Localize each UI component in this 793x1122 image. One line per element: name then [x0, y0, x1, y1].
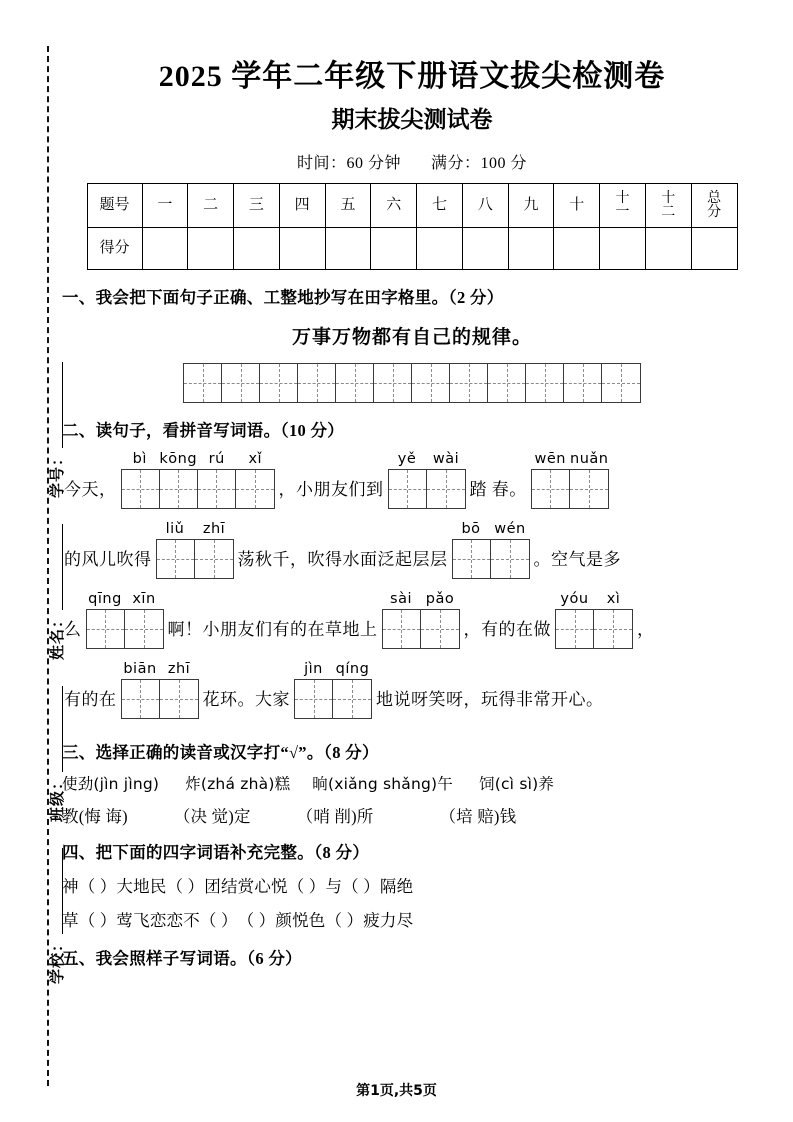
s4-item-2[interactable]: 民（ ）团结	[149, 877, 238, 897]
s2-l2-t0: 的风儿吹得	[64, 550, 152, 570]
section-three-line-2	[62, 803, 762, 827]
score-table-row-label-2: 得分	[87, 228, 142, 270]
field-student-id-label: 学号：	[49, 449, 66, 498]
pinyin-syllable: wén	[494, 520, 526, 537]
score-col-12-bottom: 二	[661, 204, 676, 220]
score-col-11-bottom: 一	[615, 204, 630, 220]
section-one-grid-row	[62, 363, 762, 403]
score-col-8: 八	[462, 184, 508, 228]
score-col-11	[600, 184, 646, 228]
pinyin-syllable: xǐ	[248, 450, 263, 467]
tianzige-cell[interactable]	[260, 364, 298, 402]
tianzige-cell[interactable]	[87, 610, 125, 648]
tianzige-cell[interactable]	[298, 364, 336, 402]
s3-item-2[interactable]: 炸(zhá zhà)糕	[185, 775, 291, 794]
score-cell-2[interactable]	[188, 228, 234, 270]
s4-item-4[interactable]: 与（ ）隔绝	[325, 877, 414, 897]
tianzige-cell[interactable]	[602, 364, 640, 402]
tianzige-cell[interactable]	[532, 470, 570, 508]
s2-l4-t0: 有的在	[64, 690, 117, 710]
answer-tianzige-grid[interactable]	[531, 469, 609, 509]
answer-tianzige-grid[interactable]	[121, 469, 275, 509]
score-cell-10[interactable]	[554, 228, 600, 270]
s2-l4-t1: 花环。大家	[202, 690, 290, 710]
tianzige-cell[interactable]	[198, 470, 236, 508]
field-school-label: 学校：	[49, 936, 66, 985]
section-five	[62, 945, 762, 969]
page-subtitle: 期末拔尖测试卷	[331, 107, 493, 132]
answer-tianzige-grid[interactable]	[388, 469, 466, 509]
s2-l3-answer-1[interactable]	[86, 590, 164, 649]
pinyin-label	[531, 452, 609, 467]
pinyin-syllable: biān	[123, 660, 157, 677]
section-two	[62, 417, 762, 721]
s2-l3-t3: ，	[637, 620, 655, 640]
score-col-12-top: 十	[661, 190, 676, 206]
section-four-line-1	[62, 873, 762, 897]
s3-item-7[interactable]: （哨 削)所	[296, 807, 374, 827]
section-three-line-1	[62, 772, 762, 794]
tianzige-cell[interactable]	[122, 680, 160, 718]
s2-l3-t1: 啊！小朋友们有的在草地上	[167, 620, 378, 640]
tianzige-cell[interactable]	[526, 364, 564, 402]
s3-item-4[interactable]: 饲(cì sì)养	[479, 775, 555, 794]
pinyin-syllable: nuǎn	[570, 450, 609, 467]
s3-item-1[interactable]: 使劲(jìn jìng)	[62, 775, 160, 794]
section-four-line-2	[62, 907, 762, 931]
pinyin-syllable: bō	[461, 520, 481, 537]
score-cell-7[interactable]	[417, 228, 463, 270]
s2-l3-t0: 么	[64, 620, 82, 640]
tianzige-grid[interactable]	[183, 363, 641, 403]
tianzige-cell[interactable]	[564, 364, 602, 402]
field-class-label: 班级：	[49, 774, 66, 823]
score-cell-1[interactable]	[142, 228, 188, 270]
s2-l2-answer-2[interactable]	[452, 520, 530, 579]
pinyin-label	[555, 592, 633, 607]
tianzige-cell[interactable]	[389, 470, 427, 508]
section-four-heading: 四、把下面的四字词语补充完整。（8 分）	[62, 843, 370, 863]
tianzige-cell[interactable]	[450, 364, 488, 402]
pinyin-syllable: wài	[432, 450, 460, 467]
tianzige-cell[interactable]	[374, 364, 412, 402]
tianzige-cell[interactable]	[570, 470, 608, 508]
answer-tianzige-grid[interactable]	[121, 679, 199, 719]
tianzige-cell[interactable]	[412, 364, 450, 402]
score-col-11-top: 十	[615, 190, 630, 206]
tianzige-cell[interactable]	[184, 364, 222, 402]
score-col-1: 一	[142, 184, 188, 228]
content-column	[62, 0, 762, 969]
s2-l3-answer-3[interactable]	[555, 590, 633, 649]
score-cell-9[interactable]	[508, 228, 554, 270]
tianzige-cell[interactable]	[336, 364, 374, 402]
s2-l3-t2: ，有的在做	[463, 620, 551, 640]
s4-item-6[interactable]: 恋恋不（ ）	[149, 911, 238, 931]
pinyin-syllable: rú	[208, 450, 225, 467]
section-two-heading: 二、读句子，看拼音写词语。（10 分）	[62, 421, 345, 441]
pinyin-syllable: yě	[397, 450, 417, 467]
s2-l4-answer-1[interactable]	[121, 660, 199, 719]
section-two-line-2	[62, 519, 762, 581]
answer-tianzige-grid[interactable]	[86, 609, 164, 649]
section-one-sentence: 万事万物都有自己的规律。	[291, 327, 532, 349]
pinyin-syllable: jìn	[304, 660, 323, 677]
tianzige-cell[interactable]	[427, 470, 465, 508]
s2-l1-t1: ，小朋友们到	[278, 480, 384, 500]
s3-item-6[interactable]: （决 觉)定	[173, 807, 251, 827]
page-title: 2025 学年二年级下册语文拔尖检测卷	[158, 60, 666, 93]
score-col-4: 四	[279, 184, 325, 228]
score-cell-5[interactable]	[325, 228, 371, 270]
score-col-5: 五	[325, 184, 371, 228]
answer-tianzige-grid[interactable]	[382, 609, 460, 649]
tianzige-cell[interactable]	[421, 610, 459, 648]
s2-l1-t2: 踏 春。	[469, 480, 527, 500]
s2-l1-answer-2[interactable]	[388, 450, 466, 509]
score-cell-3[interactable]	[234, 228, 280, 270]
score-cell-8[interactable]	[462, 228, 508, 270]
s3-item-3[interactable]: 晌(xiǎng shǎng)午	[312, 775, 454, 794]
s2-l1-answer-3[interactable]	[531, 450, 609, 509]
pinyin-label	[121, 662, 199, 677]
s2-l3-answer-2[interactable]	[382, 590, 460, 649]
s4-item-8[interactable]: （ ）疲力尽	[325, 911, 414, 931]
s2-l2-answer-1[interactable]	[156, 520, 234, 579]
field-name-label: 姓名：	[49, 611, 66, 660]
score-col-9: 九	[508, 184, 554, 228]
pinyin-syllable: liǔ	[165, 520, 185, 537]
page-footer: 第1页,共5页	[356, 1083, 437, 1099]
tianzige-cell[interactable]	[125, 610, 163, 648]
pinyin-syllable: qíng	[335, 660, 370, 677]
score-cell-12[interactable]	[645, 228, 691, 270]
tianzige-cell[interactable]	[222, 364, 260, 402]
s2-l1-t0: 今天，	[64, 480, 117, 500]
tianzige-cell[interactable]	[333, 680, 371, 718]
score-col-6: 六	[371, 184, 417, 228]
exam-total-score: 满分：100 分	[431, 155, 528, 173]
s3-item-5[interactable]: 教(悔 诲)	[62, 807, 128, 827]
section-five-heading: 五、我会照样子写词语。（6 分）	[62, 949, 302, 969]
answer-tianzige-grid[interactable]	[452, 539, 530, 579]
section-three	[62, 739, 762, 827]
pinyin-syllable: pǎo	[425, 590, 455, 607]
s2-l4-t2: 地说呀笑呀，玩得非常开心。	[376, 690, 604, 710]
pinyin-syllable: qīng	[88, 590, 122, 607]
exam-duration: 时间：60 分钟	[296, 155, 401, 173]
s4-item-5[interactable]: 草（ ）莺飞	[62, 911, 150, 931]
section-four	[62, 839, 762, 931]
answer-tianzige-grid[interactable]	[555, 609, 633, 649]
tianzige-cell[interactable]	[488, 364, 526, 402]
tianzige-cell[interactable]	[236, 470, 274, 508]
exam-meta	[62, 150, 762, 173]
pinyin-label	[452, 522, 530, 537]
s2-l4-answer-2[interactable]	[294, 660, 372, 719]
tianzige-cell[interactable]	[295, 680, 333, 718]
tianzige-cell[interactable]	[122, 470, 160, 508]
s2-l2-t2: 。空气是多	[533, 550, 621, 570]
table-row	[87, 228, 737, 270]
tianzige-cell[interactable]	[157, 540, 195, 578]
pinyin-syllable: yóu	[560, 590, 589, 607]
score-col-total-top: 总	[707, 190, 722, 206]
pinyin-syllable: zhī	[202, 520, 226, 537]
pinyin-label	[156, 522, 234, 537]
pinyin-label	[294, 662, 372, 677]
tianzige-cell[interactable]	[160, 680, 198, 718]
pinyin-syllable: zhī	[167, 660, 191, 677]
score-col-10: 十	[554, 184, 600, 228]
score-col-total	[691, 184, 737, 228]
answer-tianzige-grid[interactable]	[294, 679, 372, 719]
table-row	[87, 184, 737, 228]
score-col-2: 二	[188, 184, 234, 228]
section-three-heading: 三、选择正确的读音或汉字打“√”。（8 分）	[62, 743, 379, 763]
s2-l2-t1: 荡秋千，吹得水面泛起层层	[237, 550, 448, 570]
section-one	[62, 284, 762, 403]
s2-l1-answer-1[interactable]	[121, 450, 275, 509]
pinyin-syllable: xì	[606, 590, 621, 607]
score-cell-11[interactable]	[600, 228, 646, 270]
pinyin-syllable: wēn	[534, 450, 566, 467]
score-col-total-bottom: 分	[707, 204, 722, 220]
s4-item-7[interactable]: （ ）颜悦色	[237, 911, 326, 931]
section-one-heading: 一、我会把下面句子正确、工整地抄写在田字格里。（2 分）	[62, 288, 504, 308]
score-table	[87, 183, 738, 270]
score-cell-6[interactable]	[371, 228, 417, 270]
answer-tianzige-grid[interactable]	[156, 539, 234, 579]
pinyin-label	[121, 452, 275, 467]
pinyin-syllable: xīn	[132, 590, 156, 607]
tianzige-cell[interactable]	[556, 610, 594, 648]
pinyin-syllable: kōng	[159, 450, 198, 467]
tianzige-cell[interactable]	[160, 470, 198, 508]
s3-item-8[interactable]: （培 赔)钱	[439, 807, 517, 827]
section-two-line-3	[62, 589, 762, 651]
pinyin-label	[382, 592, 460, 607]
tianzige-cell[interactable]	[491, 540, 529, 578]
pinyin-label	[388, 452, 466, 467]
score-table-row-label-1: 题号	[87, 184, 142, 228]
pinyin-label	[86, 592, 164, 607]
pinyin-syllable: sài	[390, 590, 412, 607]
s4-item-3[interactable]: 赏心悦（ ）	[237, 877, 326, 897]
score-cell-total[interactable]	[691, 228, 737, 270]
tianzige-cell[interactable]	[594, 610, 632, 648]
tianzige-cell[interactable]	[195, 540, 233, 578]
tianzige-cell[interactable]	[383, 610, 421, 648]
section-two-line-1	[62, 449, 762, 511]
score-col-3: 三	[234, 184, 280, 228]
pinyin-syllable: bì	[132, 450, 147, 467]
tianzige-cell[interactable]	[453, 540, 491, 578]
score-col-12	[645, 184, 691, 228]
section-two-line-4	[62, 659, 762, 721]
s4-item-1[interactable]: 神（ ）大地	[62, 877, 150, 897]
score-col-7: 七	[417, 184, 463, 228]
score-cell-4[interactable]	[279, 228, 325, 270]
